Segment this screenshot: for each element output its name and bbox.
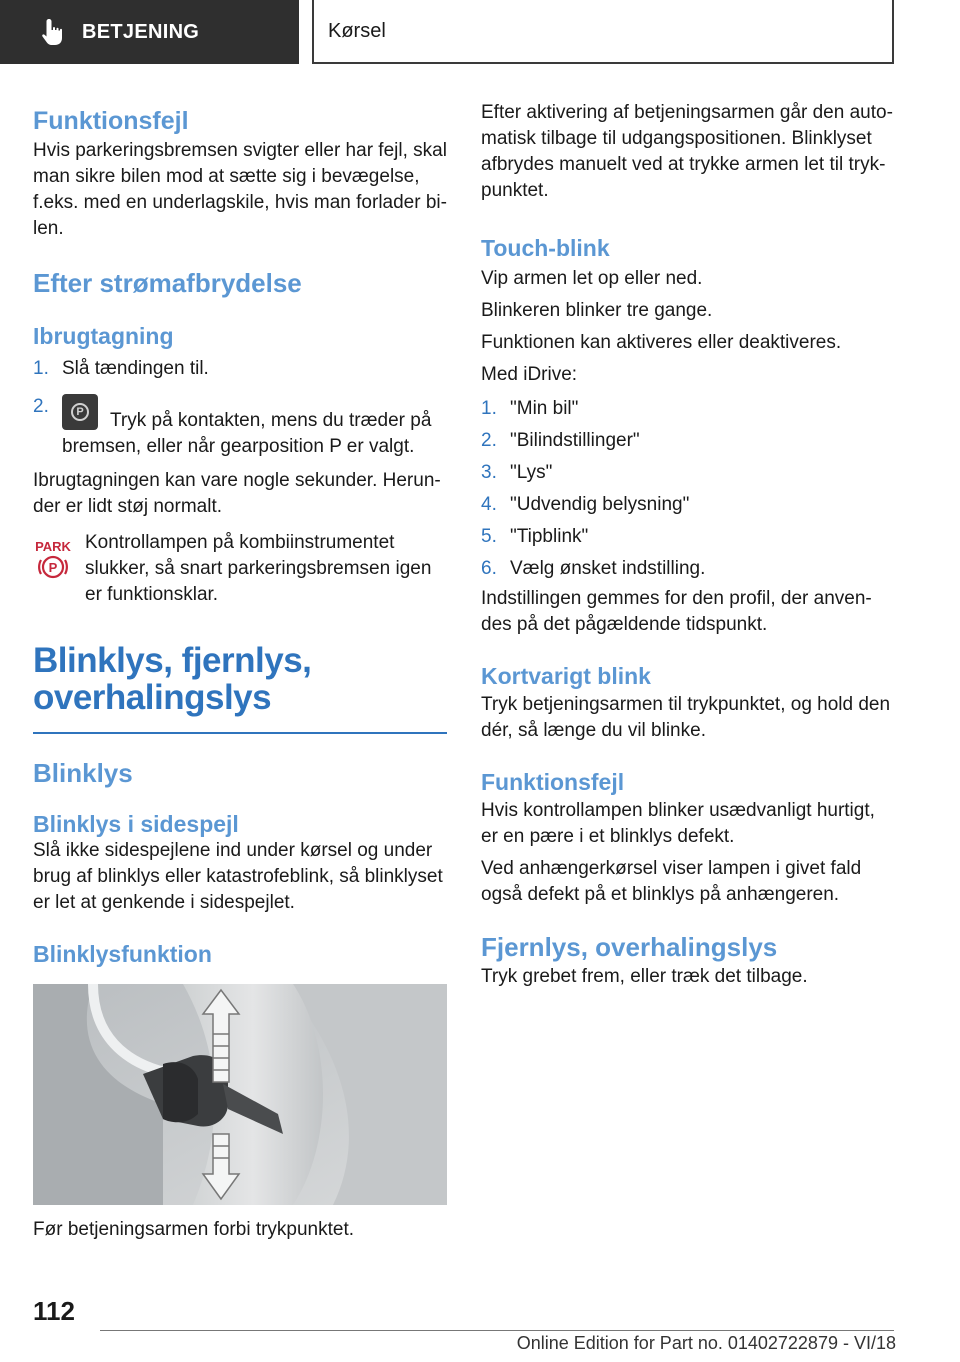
left-column [33,100,449,1243]
step-number: 2. [481,430,497,451]
beam-text: Tryk grebet frem, eller træk det tilbage. [481,966,808,987]
step-number: 5. [481,526,497,547]
step-number: 2. [33,396,49,417]
list-item [481,396,897,422]
svg-text:P: P [48,560,58,575]
parking-brake-button-icon: P [62,394,98,430]
touch-line: Blinkeren blinker tre gange. [481,300,713,321]
park-indicator-icon [33,530,85,608]
startup-steps [33,356,449,460]
beam-heading: Fjernlys, overhalingslys [481,932,778,962]
hand-pointer-icon [40,17,66,47]
step-text: "Min bil" [510,398,579,419]
header-section-tab [0,0,299,64]
list-item [33,356,449,382]
fault-text: Hvis parkeringsbremsen svigter eller har fejl, skal man sikre bilen mod at sætte sig i bevægelse, f.eks. med en underlagskile, hvis man forlader bi-len. [33,140,447,239]
indicator-stalk-figure [33,984,447,1205]
short-blink-heading: Kortvarigt blink [481,663,651,689]
header-chapter-box [312,0,894,64]
figure-caption: Før betjeningsarmen forbi trykpunktet. [33,1219,355,1240]
step-number: 3. [481,462,497,483]
park-warning [33,530,449,608]
startup-note: Ibrugtagningen kan vare nogle sekunder. Herun-der er lidt støj normalt. [33,470,441,517]
list-item [481,460,897,486]
footer-rule [100,1330,894,1331]
park-icon-label: PARK [35,539,71,554]
heading-rule [33,732,447,734]
intro-text: Efter aktivering af betjeningsarmen går den auto-matisk tilbage til udgangspositionen. Blinklyset afbrydes manuelt ved at trykke armen let til tryk-punktet. [481,102,893,201]
startup-heading: Ibrugtagning [33,323,174,349]
step-text: Tryk på kontakten, mens du træder på bremsen, eller når gearposition P er valgt. [62,410,432,457]
edition-text: Online Edition for Part no. 01402722879 - VI/18 [516,1333,896,1353]
main-heading-line-2: overhalingslys [33,678,272,717]
touch-heading: Touch-blink [481,235,610,261]
step-text: Slå tændingen til. [62,358,209,379]
main-heading-line-1: Blinklys, fjernlys, [33,641,312,680]
step-number: 4. [481,494,497,515]
function-heading: Blinklysfunktion [33,941,212,967]
stalk-illustration [33,984,447,1205]
touch-line: Funktionen kan aktiveres eller deaktiveres. [481,332,842,353]
step-number: 1. [481,398,497,419]
short-blink-text: Tryk betjeningsarmen til trykpunktet, og hold den dér, så længe du vil blinke. [481,694,891,741]
fault-text-right: Hvis kontrollampen blinker usædvanligt hurtigt, er en pære i et blinklys defekt. [481,800,875,847]
mirror-text: Slå ikke sidespejlene ind under kørsel og under brug af blinklys eller katastrofeblink, så blinklyset er let at genkende i sidespejlet. [33,840,443,913]
list-item [481,556,897,582]
step-text: "Udvendig belysning" [510,494,690,515]
touch-line: Vip armen let op eller ned. [481,268,703,289]
touch-line: Med iDrive: [481,364,578,385]
step-text: Vælg ønsket indstilling. [510,558,706,579]
page-number: 112 [33,1296,75,1326]
main-heading [33,642,449,716]
step-number: 1. [33,358,49,379]
idrive-steps [481,396,897,582]
step-number: 6. [481,558,497,579]
step-text: "Lys" [510,462,553,483]
park-note: Kontrollampen på kombiinstrumentet slukker, så snart parkeringsbremsen igen er funktionsklar. [85,532,432,605]
chapter-title: Kørsel [328,19,386,42]
profile-note: Indstillingen gemmes for den profil, der anven-des på det pågældende tidspunkt. [481,588,872,635]
power-heading: Efter strømafbrydelse [33,268,302,298]
list-item [481,524,897,550]
list-item [481,492,897,518]
list-item [33,394,449,460]
step-text: "Tipblink" [510,526,589,547]
right-column [481,100,897,990]
fault-text-trailer: Ved anhængerkørsel viser lampen i givet fald også defekt på et blinklys på anhængeren. [481,858,862,905]
indicator-heading: Blinklys [33,758,133,788]
mirror-heading: Blinklys i sidespejl [33,811,239,837]
section-title: BETJENING [82,20,200,43]
fault-heading-right: Funktionsfejl [481,769,625,795]
fault-heading: Funktionsfejl [33,107,189,135]
step-text: "Bilindstillinger" [510,430,640,451]
list-item [481,428,897,454]
